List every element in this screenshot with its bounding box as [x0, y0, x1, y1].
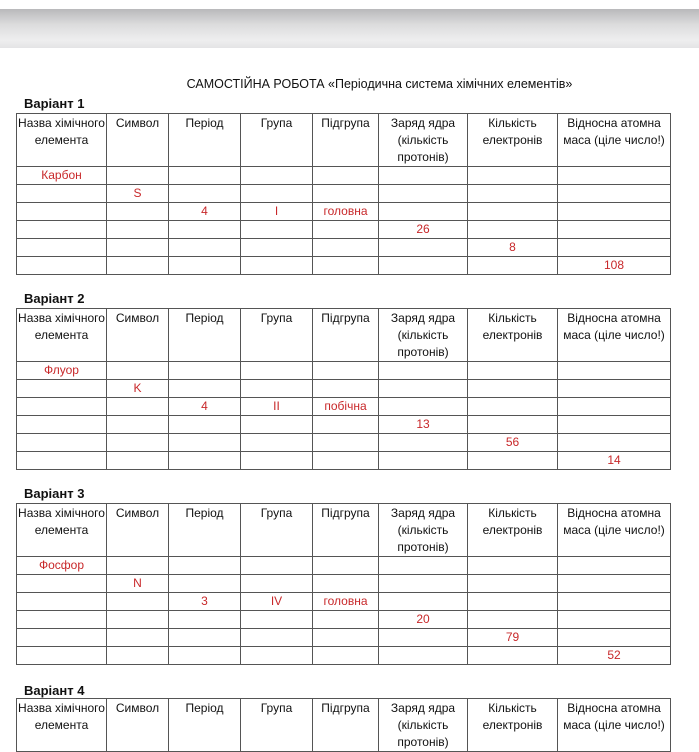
- table-cell: [558, 203, 671, 221]
- table-cell: [379, 185, 468, 203]
- table-cell: [169, 611, 241, 629]
- table-cell: [17, 611, 107, 629]
- table-cell: [241, 167, 313, 185]
- table-cell: [558, 416, 671, 434]
- table-cell: I: [241, 203, 313, 221]
- table-cell: [313, 557, 379, 575]
- table-cell: [558, 239, 671, 257]
- table-cell: [313, 167, 379, 185]
- table-cell: [379, 434, 468, 452]
- table-cell: [241, 575, 313, 593]
- table-cell: [169, 221, 241, 239]
- table-cell: [558, 593, 671, 611]
- table-cell: [17, 416, 107, 434]
- table-cell: [107, 629, 169, 647]
- table-cell: K: [107, 380, 169, 398]
- table-cell: [379, 629, 468, 647]
- table-cell: [169, 362, 241, 380]
- column-header: Символ: [107, 309, 169, 362]
- table-cell: [379, 647, 468, 665]
- table-cell: Карбон: [17, 167, 107, 185]
- table-row: [17, 416, 671, 434]
- table-cell: побічна: [313, 398, 379, 416]
- table-row: [17, 647, 671, 665]
- table-cell: [241, 380, 313, 398]
- table-cell: II: [241, 398, 313, 416]
- table-row: [17, 434, 671, 452]
- table-cell: [107, 221, 169, 239]
- variant-label: Варіант 2: [24, 291, 85, 306]
- table-cell: [241, 362, 313, 380]
- table-cell: [558, 221, 671, 239]
- header-row: [17, 114, 671, 167]
- table-row: [17, 167, 671, 185]
- table-cell: 4: [169, 398, 241, 416]
- element-table: [16, 113, 671, 275]
- table-row: [17, 221, 671, 239]
- column-header: Відносна атомна маса (ціле число!): [558, 699, 671, 752]
- header-row: [17, 699, 671, 752]
- table-cell: [241, 221, 313, 239]
- table-cell: [17, 593, 107, 611]
- table-cell: [313, 629, 379, 647]
- table-cell: [107, 611, 169, 629]
- table-cell: [313, 452, 379, 470]
- variant-label: Варіант 3: [24, 486, 85, 501]
- element-table: [16, 698, 671, 752]
- table-cell: [379, 239, 468, 257]
- column-header: Період: [169, 699, 241, 752]
- column-header: Символ: [107, 699, 169, 752]
- header-row: [17, 309, 671, 362]
- table-cell: IV: [241, 593, 313, 611]
- column-header: Заряд ядра (кількість протонів): [379, 504, 468, 557]
- table-cell: [169, 416, 241, 434]
- table-cell: [313, 221, 379, 239]
- table-cell: [241, 629, 313, 647]
- table-cell: [241, 647, 313, 665]
- table-row: [17, 611, 671, 629]
- table-cell: 26: [379, 221, 468, 239]
- table-cell: [169, 167, 241, 185]
- table-row: [17, 629, 671, 647]
- table-cell: [17, 398, 107, 416]
- table-cell: [379, 398, 468, 416]
- table-cell: [468, 575, 558, 593]
- table-cell: [379, 452, 468, 470]
- table-cell: [169, 629, 241, 647]
- table-row: [17, 203, 671, 221]
- table-cell: [558, 611, 671, 629]
- table-cell: [17, 434, 107, 452]
- table-cell: [169, 575, 241, 593]
- column-header: Назва хімічного елемента: [17, 114, 107, 167]
- table-cell: [17, 629, 107, 647]
- table-cell: [558, 557, 671, 575]
- column-header: Група: [241, 504, 313, 557]
- table-cell: [468, 257, 558, 275]
- variant-label: Варіант 4: [24, 683, 85, 698]
- table-cell: [558, 362, 671, 380]
- table-cell: [468, 611, 558, 629]
- table-cell: [169, 557, 241, 575]
- table-cell: [558, 185, 671, 203]
- table-cell: [17, 239, 107, 257]
- table-cell: N: [107, 575, 169, 593]
- column-header: Відносна атомна маса (ціле число!): [558, 504, 671, 557]
- table-row: [17, 557, 671, 575]
- column-header: Назва хімічного елемента: [17, 699, 107, 752]
- element-table: [16, 503, 671, 665]
- table-cell: 108: [558, 257, 671, 275]
- table-cell: [241, 557, 313, 575]
- table-cell: [169, 257, 241, 275]
- table-row: [17, 593, 671, 611]
- table-cell: [241, 185, 313, 203]
- table-cell: [17, 575, 107, 593]
- table-cell: [468, 185, 558, 203]
- table-cell: [313, 239, 379, 257]
- table-cell: [313, 575, 379, 593]
- table-cell: головна: [313, 203, 379, 221]
- table-cell: [169, 380, 241, 398]
- table-cell: [241, 611, 313, 629]
- column-header: Заряд ядра (кількість протонів): [379, 309, 468, 362]
- table-cell: [313, 416, 379, 434]
- table-cell: [468, 416, 558, 434]
- column-header: Кількість електронів: [468, 504, 558, 557]
- table-cell: 79: [468, 629, 558, 647]
- table-cell: [313, 185, 379, 203]
- column-header: Група: [241, 114, 313, 167]
- table-cell: [379, 167, 468, 185]
- table-cell: [379, 362, 468, 380]
- table-cell: [379, 203, 468, 221]
- table-cell: [468, 221, 558, 239]
- table-cell: [17, 452, 107, 470]
- table-cell: [107, 203, 169, 221]
- table-cell: [379, 575, 468, 593]
- column-header: Кількість електронів: [468, 114, 558, 167]
- table-cell: [313, 257, 379, 275]
- table-cell: [558, 434, 671, 452]
- table-cell: [107, 362, 169, 380]
- table-cell: [241, 257, 313, 275]
- table-cell: [169, 647, 241, 665]
- table-cell: [241, 434, 313, 452]
- column-header: Підгрупа: [313, 309, 379, 362]
- column-header: Відносна атомна маса (ціле число!): [558, 114, 671, 167]
- column-header: Символ: [107, 114, 169, 167]
- column-header: Заряд ядра (кількість протонів): [379, 114, 468, 167]
- column-header: Назва хімічного елемента: [17, 309, 107, 362]
- table-cell: [313, 434, 379, 452]
- page-title: САМОСТІЙНА РОБОТА «Періодична система хімічних елементів»: [186, 77, 573, 91]
- table-row: [17, 257, 671, 275]
- table-cell: 20: [379, 611, 468, 629]
- table-cell: [17, 257, 107, 275]
- table-cell: [313, 647, 379, 665]
- table-cell: [379, 380, 468, 398]
- table-cell: [468, 452, 558, 470]
- column-header: Кількість електронів: [468, 699, 558, 752]
- table-cell: Флуор: [17, 362, 107, 380]
- table-row: [17, 575, 671, 593]
- table-cell: [241, 239, 313, 257]
- header-row: [17, 504, 671, 557]
- table-cell: [468, 398, 558, 416]
- table-cell: [107, 557, 169, 575]
- table-cell: [313, 380, 379, 398]
- table-cell: [107, 647, 169, 665]
- column-header: Період: [169, 504, 241, 557]
- column-header: Період: [169, 309, 241, 362]
- table-cell: [468, 167, 558, 185]
- table-cell: 4: [169, 203, 241, 221]
- table-cell: S: [107, 185, 169, 203]
- column-header: Підгрупа: [313, 504, 379, 557]
- table-cell: [107, 239, 169, 257]
- table-cell: [17, 380, 107, 398]
- table-cell: [17, 221, 107, 239]
- table-cell: 14: [558, 452, 671, 470]
- table-cell: [468, 362, 558, 380]
- table-cell: [468, 380, 558, 398]
- column-header: Символ: [107, 504, 169, 557]
- table-cell: [558, 167, 671, 185]
- table-cell: [241, 416, 313, 434]
- table-row: [17, 185, 671, 203]
- table-cell: 8: [468, 239, 558, 257]
- column-header: Підгрупа: [313, 699, 379, 752]
- table-cell: [17, 647, 107, 665]
- table-row: [17, 452, 671, 470]
- table-row: [17, 398, 671, 416]
- table-cell: [169, 185, 241, 203]
- table-cell: [379, 557, 468, 575]
- table-cell: [17, 203, 107, 221]
- column-header: Назва хімічного елемента: [17, 504, 107, 557]
- column-header: Група: [241, 699, 313, 752]
- column-header: Заряд ядра (кількість протонів): [379, 699, 468, 752]
- table-cell: 56: [468, 434, 558, 452]
- table-cell: [558, 398, 671, 416]
- table-cell: [169, 434, 241, 452]
- table-cell: [241, 452, 313, 470]
- table-row: [17, 362, 671, 380]
- table-cell: [558, 575, 671, 593]
- table-cell: 3: [169, 593, 241, 611]
- table-cell: [107, 452, 169, 470]
- table-cell: [468, 203, 558, 221]
- element-table: [16, 308, 671, 470]
- table-cell: [107, 416, 169, 434]
- table-cell: [107, 398, 169, 416]
- table-cell: [379, 257, 468, 275]
- toolbar-area: [0, 9, 699, 48]
- table-cell: 13: [379, 416, 468, 434]
- column-header: Група: [241, 309, 313, 362]
- table-cell: [107, 167, 169, 185]
- column-header: Період: [169, 114, 241, 167]
- table-row: [17, 239, 671, 257]
- column-header: Відносна атомна маса (ціле число!): [558, 309, 671, 362]
- table-cell: [107, 434, 169, 452]
- table-cell: [107, 593, 169, 611]
- table-row: [17, 380, 671, 398]
- table-cell: головна: [313, 593, 379, 611]
- table-cell: 52: [558, 647, 671, 665]
- table-cell: [558, 629, 671, 647]
- table-cell: [313, 362, 379, 380]
- table-cell: [379, 593, 468, 611]
- variant-label: Варіант 1: [24, 96, 85, 111]
- table-cell: [169, 452, 241, 470]
- table-cell: [468, 647, 558, 665]
- table-cell: [313, 611, 379, 629]
- table-cell: [169, 239, 241, 257]
- table-cell: [17, 185, 107, 203]
- column-header: Підгрупа: [313, 114, 379, 167]
- table-cell: [468, 593, 558, 611]
- table-cell: [558, 380, 671, 398]
- table-cell: Фосфор: [17, 557, 107, 575]
- table-cell: [107, 257, 169, 275]
- column-header: Кількість електронів: [468, 309, 558, 362]
- table-cell: [468, 557, 558, 575]
